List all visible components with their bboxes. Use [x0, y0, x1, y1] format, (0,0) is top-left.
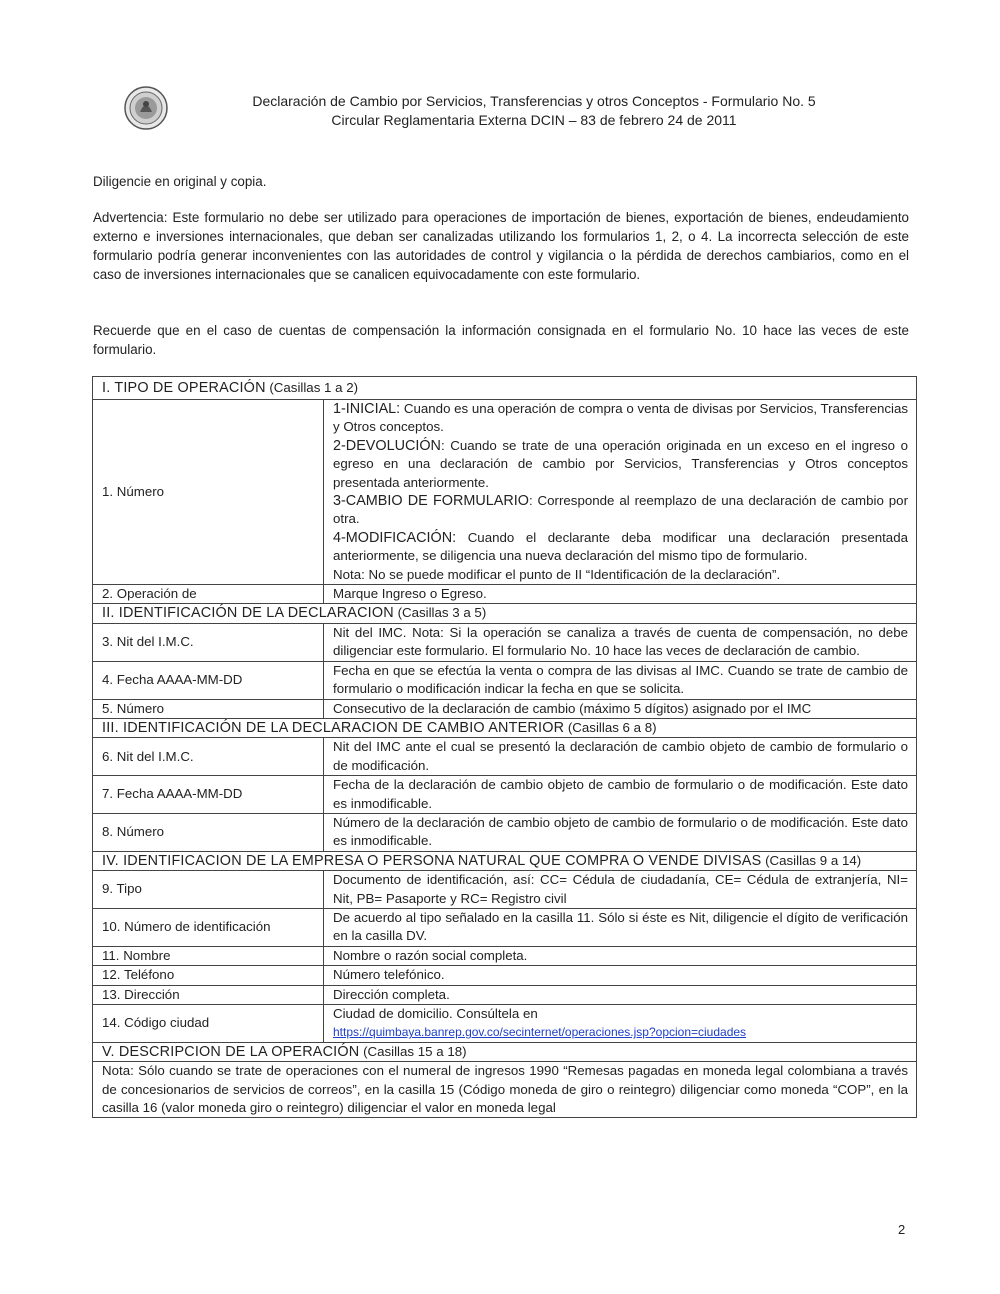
field-description: Documento de identificación, así: CC= Cédula de ciudadanía, CE= Cédula de extranjería, NI= Nit, PB= Pasaporte y RC= Registro civil	[324, 871, 917, 909]
instructions-table	[92, 376, 917, 1118]
field-description: Dirección completa.	[324, 985, 917, 1004]
table-row	[93, 908, 917, 946]
field-description: Fecha de la declaración de cambio objeto de cambio de formulario o de modificación. Este dato es inmodificable.	[324, 776, 917, 814]
document-header	[124, 84, 904, 136]
field-label: 3. Nit del I.M.C.	[93, 623, 324, 661]
field-description: Número telefónico.	[324, 966, 917, 985]
table-row	[93, 1062, 917, 1118]
field-label: 10. Número de identificación	[93, 908, 324, 946]
field-description: Fecha en que se efectúa la venta o compra de las divisas al IMC. Cuando se trate de cambio de formulario o modificación indicar la fecha en que se solicita.	[324, 661, 917, 699]
table-row	[93, 871, 917, 909]
city-lookup-text: Ciudad de domicilio. Consúltela en	[333, 1006, 538, 1021]
section-range: (Casillas 3 a 5)	[393, 605, 487, 621]
field-description: Nit del IMC ante el cual se presentó la declaración de cambio objeto de cambio de formulario o de modificación.	[324, 738, 917, 776]
section-title: III. IDENTIFICACIÓN DE LA DECLARACION DE CAMBIO ANTERIOR	[102, 719, 565, 736]
compensation-note: Recuerde que en el caso de cuentas de compensación la información consignada en el formulario No. 10 hace las veces de este formulario.	[93, 323, 909, 357]
field-description: De acuerdo al tipo señalado en la casilla 11. Sólo si éste es Nit, diligencie el dígito de verificación en la casilla DV.	[324, 908, 917, 946]
section-header	[93, 1042, 917, 1061]
option-text: Cuando el declarante deba modificar una declaración presentada anteriormente, se diligencia una nueva declaración del mismo tipo de formulario.	[333, 529, 908, 564]
field-label: 1. Número	[93, 400, 324, 585]
section-title: IV. IDENTIFICACION DE LA EMPRESA O PERSONA NATURAL QUE COMPRA O VENDE DIVISAS	[102, 852, 762, 869]
field-label: 12. Teléfono	[93, 966, 324, 985]
table-row	[93, 699, 917, 718]
table-row	[93, 946, 917, 965]
table-row	[93, 661, 917, 699]
section-title: II. IDENTIFICACIÓN DE LA DECLARACION	[102, 605, 394, 622]
option-term: 2-DEVOLUCIÓN	[333, 437, 441, 454]
instruction-text: Diligencie en original y copia.	[93, 174, 267, 189]
section-range: (Casillas 6 a 8)	[564, 719, 657, 735]
field-label: 4. Fecha AAAA-MM-DD	[93, 661, 324, 699]
field-description: Nit del IMC. Nota: Si la operación se canaliza a través de cuenta de compensación, no debe diligenciar este formulario. El formulario No. 10 hace las veces de declaración de cambio.	[324, 623, 917, 661]
section-range: (Casillas 15 a 18)	[359, 1043, 467, 1059]
field-description: Marque Ingreso o Egreso.	[324, 585, 917, 604]
section-header	[93, 851, 917, 870]
bank-seal-icon	[124, 86, 168, 130]
field-label: 11. Nombre	[93, 946, 324, 965]
table-row	[93, 1005, 917, 1043]
option-term: 3-CAMBIO DE FORMULARIO	[333, 493, 529, 510]
field-label: 2. Operación de	[93, 585, 324, 604]
field-label: 8. Número	[93, 813, 324, 851]
section-range: (Casillas 9 a 14)	[761, 852, 862, 868]
field-label: 9. Tipo	[93, 871, 324, 909]
field-label: 14. Código ciudad	[93, 1005, 324, 1043]
field-label: 6. Nit del I.M.C.	[93, 738, 324, 776]
section-title: V. DESCRIPCION DE LA OPERACIÓN	[102, 1043, 360, 1060]
field-description	[324, 1005, 917, 1043]
city-lookup-link[interactable]: https://quimbaya.banrep.gov.co/secinternet/operaciones.jsp?opcion=ciudades	[333, 1025, 747, 1040]
table-row	[93, 985, 917, 1004]
document-subtitle: Circular Reglamentaria Externa DCIN – 83 de febrero 24 de 2011	[331, 112, 737, 128]
section-title: I. TIPO DE OPERACIÓN	[102, 379, 266, 396]
option-term: 1-INICIAL:	[333, 401, 401, 417]
section-range: (Casillas 1 a 2)	[265, 379, 359, 395]
section-header	[93, 718, 917, 737]
table-row	[93, 400, 917, 585]
table-row	[93, 813, 917, 851]
section-header	[93, 377, 917, 400]
option-text: Cuando es una operación de compra o venta de divisas por Servicios, Transferencias y Otros conceptos.	[333, 401, 908, 435]
note-text: Nota: No se puede modificar el punto de II “Identificación de la declaración”.	[333, 566, 781, 582]
field-description: Nombre o razón social completa.	[324, 946, 917, 965]
table-row	[93, 623, 917, 661]
table-row	[93, 776, 917, 814]
table-row	[93, 585, 917, 604]
field-label: 7. Fecha AAAA-MM-DD	[93, 776, 324, 814]
option-text: : Corresponde al reemplazo de una declaración de cambio por otra.	[333, 493, 908, 527]
field-description: Consecutivo de la declaración de cambio (máximo 5 dígitos) asignado por el IMC	[324, 699, 917, 718]
page-number: 2	[898, 1222, 906, 1237]
table-row	[93, 738, 917, 776]
field-description	[324, 400, 917, 585]
option-text: : Cuando se trate de una operación originada en un exceso en el ingreso o egreso en una declaración de cambio por Servicios, Transferencias y Otros conceptos presentada anteriormente.	[333, 437, 908, 490]
section-header	[93, 604, 917, 623]
field-description: Número de la declaración de cambio objeto de cambio de formulario o de modificación. Este dato es inmodificable.	[324, 813, 917, 851]
warning-paragraph: Advertencia: Este formulario no debe ser utilizado para operaciones de importación de bienes, exportación de bienes, endeudamiento externo e inversiones internacionales, que deban ser canalizadas utilizando los formularios 1, 2, o 4. La incorrecta selección de este formulario podría generar inconvenientes con las autoridades de control y vigilancia o la pérdida de derechos cambiarios, como en el caso de inversiones internacionales que se canalicen equivocadamente con este formulario.	[93, 210, 909, 282]
field-label: 13. Dirección	[93, 985, 324, 1004]
table-row	[93, 966, 917, 985]
section-note: Nota: Sólo cuando se trate de operaciones con el numeral de ingresos 1990 “Remesas pagadas en moneda legal colombiana a través de concesionarios de servicios de correos”, en la casilla 15 (Código moneda de giro o reintegro) diligenciar como moneda “COP”, en la casilla 16 (valor moneda giro o reintegro) diligenciar el valor en moneda legal	[93, 1062, 917, 1118]
document-title: Declaración de Cambio por Servicios, Transferencias y otros Conceptos - Formulario No. 5	[252, 93, 816, 109]
option-term: 4-MODIFICACIÓN:	[333, 529, 457, 546]
field-label: 5. Número	[93, 699, 324, 718]
